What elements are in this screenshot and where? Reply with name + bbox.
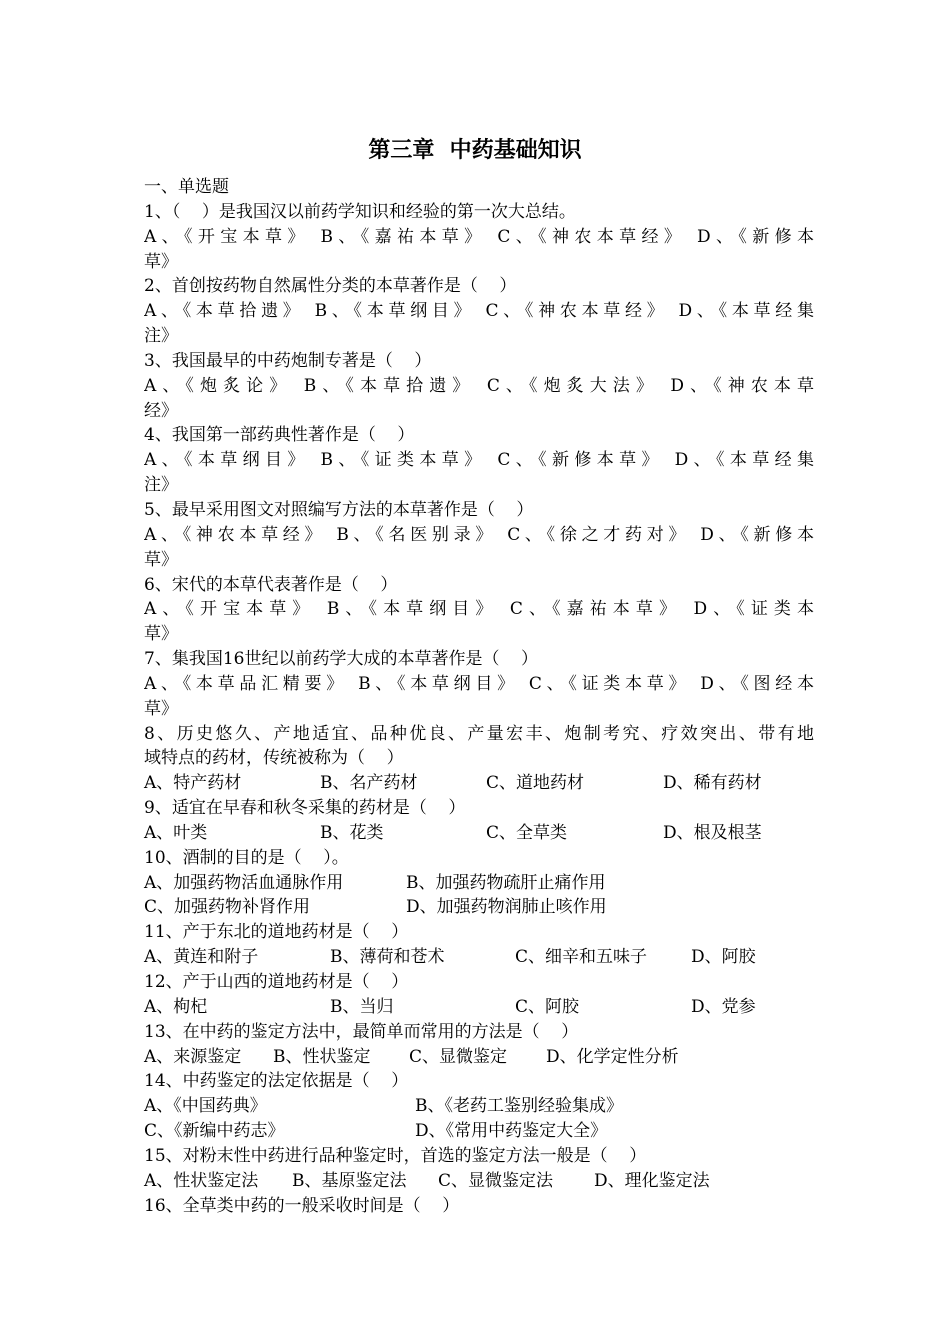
question-11-stem: 11、产于东北的道地药材是（ ） <box>144 922 409 943</box>
question-3-options: A、《炮炙论》 B、《本草拾遗》 C、《炮炙大法》 D、《神农本草 <box>144 375 814 396</box>
question-12-options <box>144 995 814 1020</box>
question-8-option-b: B、名产药材 <box>320 773 418 794</box>
question-9-option-d: D、根及根茎 <box>663 822 762 843</box>
question-15-options <box>144 1169 814 1194</box>
question-14-option-d: D、《常用中药鉴定大全》 <box>415 1121 608 1142</box>
question-12-option-d: D、党参 <box>691 996 756 1017</box>
question-13-options <box>144 1045 814 1070</box>
question-3-stem: 3、我国最早的中药炮制专著是（ ） <box>144 350 432 371</box>
question-15-stem: 15、对粉末性中药进行品种鉴定时，首选的鉴定方法一般是（ ） <box>144 1145 647 1166</box>
question-15-option-c: C、显微鉴定法 <box>438 1170 554 1191</box>
question-4-options-wrap: 注》 <box>144 475 178 496</box>
chapter-title: 第三章 中药基础知识 <box>368 138 582 163</box>
question-12-option-c: C、阿胶 <box>515 996 580 1017</box>
question-14-option-b: B、《老药工鉴别经验集成》 <box>415 1096 623 1117</box>
question-4-options: A、《本草纲目》 B、《证类本草》 C、《新修本草》 D、《本草经集 <box>144 450 814 471</box>
question-10-stem: 10、酒制的目的是（ ）。 <box>144 847 349 868</box>
question-8-stem-line2: 域特点的药材，传统被称为（ ） <box>144 748 404 769</box>
question-9-option-a: A、叶类 <box>144 822 208 843</box>
question-10-options-row1 <box>144 871 814 896</box>
question-11-option-a: A、黄连和附子 <box>144 947 259 968</box>
question-15-option-a: A、性状鉴定法 <box>144 1170 259 1191</box>
question-5-stem: 5、最早采用图文对照编写方法的本草著作是（ ） <box>144 499 534 520</box>
question-9-stem: 9、适宜在早春和秋冬采集的药材是（ ） <box>144 798 466 819</box>
question-13-option-b: B、性状鉴定 <box>273 1046 371 1067</box>
question-8-option-c: C、道地药材 <box>486 773 585 794</box>
question-10-option-d: D、加强药物润肺止咳作用 <box>406 897 607 918</box>
question-10-option-c: C、加强药物补肾作用 <box>144 897 311 918</box>
question-6-options-wrap: 草》 <box>144 624 178 645</box>
question-6-options: A、《开宝本草》 B、《本草纲目》 C、《嘉祐本草》 D、《证类本 <box>144 599 814 620</box>
question-list <box>144 175 814 1218</box>
question-9-option-b: B、花类 <box>320 822 384 843</box>
question-8-options <box>144 771 814 796</box>
question-11-option-b: B、薄荷和苍术 <box>330 947 445 968</box>
question-14-options-row2 <box>144 1119 814 1144</box>
question-14-stem: 14、中药鉴定的法定依据是（ ） <box>144 1071 409 1092</box>
question-2-stem: 2、首创按药物自然属性分类的本草著作是（ ） <box>144 276 517 297</box>
question-14-option-c: C、《新编中药志》 <box>144 1121 285 1142</box>
question-7-stem: 7、集我国16世纪以前药学大成的本草著作是（ ） <box>144 649 539 670</box>
question-16-stem: 16、全草类中药的一般采收时间是（ ） <box>144 1195 460 1216</box>
question-11-option-d: D、阿胶 <box>691 947 756 968</box>
question-9-option-c: C、全草类 <box>486 822 568 843</box>
question-1-options-wrap: 草》 <box>144 251 178 272</box>
section-heading: 一、单选题 <box>144 177 229 197</box>
question-1-options: A、《开宝本草》 B、《嘉祐本草》 C、《神农本草经》 D、《新修本 <box>144 226 814 247</box>
question-14-option-a: A、《中国药典》 <box>144 1096 267 1117</box>
question-14-options-row1 <box>144 1094 814 1119</box>
question-10-option-a: A、加强药物活血通脉作用 <box>144 872 344 893</box>
question-6-stem: 6、宋代的本草代表著作是（ ） <box>144 574 398 595</box>
question-8-stem-line1: 8、历史悠久、产地适宜、品种优良、产量宏丰、炮制考究、疗效突出、带有地 <box>144 723 814 744</box>
question-11-option-c: C、细辛和五味子 <box>515 947 648 968</box>
question-5-options: A、《神农本草经》 B、《名医别录》 C、《徐之才药对》 D、《新修本 <box>144 524 814 545</box>
question-3-options-wrap: 经》 <box>144 400 178 421</box>
question-4-stem: 4、我国第一部药典性著作是（ ） <box>144 425 415 446</box>
question-13-option-d: D、化学定性分析 <box>546 1046 679 1067</box>
question-11-options <box>144 945 814 970</box>
question-12-option-a: A、枸杞 <box>144 996 208 1017</box>
question-2-options-wrap: 注》 <box>144 326 178 347</box>
question-9-options <box>144 821 814 846</box>
question-2-options: A、《本草拾遗》 B、《本草纲目》 C、《神农本草经》 D、《本草经集 <box>144 301 814 322</box>
question-7-options-wrap: 草》 <box>144 698 178 719</box>
question-12-option-b: B、当归 <box>330 996 394 1017</box>
question-13-option-a: A、来源鉴定 <box>144 1046 242 1067</box>
question-10-options-row2 <box>144 895 814 920</box>
question-8-option-a: A、特产药材 <box>144 773 242 794</box>
question-13-stem: 13、在中药的鉴定方法中，最简单而常用的方法是（ ） <box>144 1021 579 1042</box>
question-5-options-wrap: 草》 <box>144 549 178 570</box>
question-7-options: A、《本草品汇精要》 B、《本草纲目》 C、《证类本草》 D、《图经本 <box>144 673 814 694</box>
question-8-option-d: D、稀有药材 <box>663 773 762 794</box>
question-12-stem: 12、产于山西的道地药材是（ ） <box>144 972 409 992</box>
question-15-option-b: B、基原鉴定法 <box>292 1170 407 1191</box>
question-10-option-b: B、加强药物疏肝止痛作用 <box>406 872 606 893</box>
question-13-option-c: C、显微鉴定 <box>409 1046 508 1067</box>
question-15-option-d: D、理化鉴定法 <box>594 1170 710 1191</box>
question-1-stem: 1、（ ）是我国汉以前药学知识和经验的第一次大总结。 <box>144 201 576 222</box>
